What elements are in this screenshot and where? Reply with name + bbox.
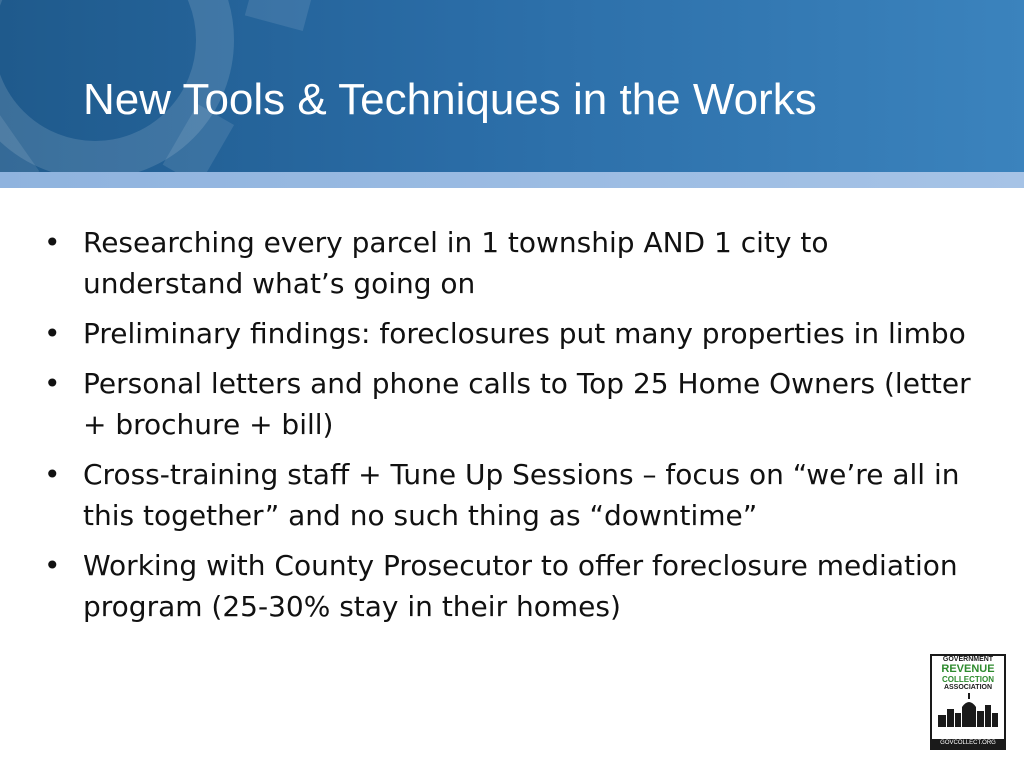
logo-line-association: ASSOCIATION <box>943 684 993 691</box>
bullet-text: Cross-training staff + Tune Up Sessions – focus on “we’re all in this together” and no such thing as “downtime” <box>83 458 960 532</box>
bullet-marker: • <box>44 458 61 491</box>
slide-title: New Tools & Techniques in the Works <box>83 75 817 124</box>
logo-line-government: GOVERNMENT <box>942 656 994 663</box>
list-item <box>44 313 980 354</box>
bullet-marker: • <box>44 317 61 350</box>
bullet-marker: • <box>44 226 61 259</box>
capitol-skyline-icon <box>938 693 998 727</box>
list-item <box>44 545 980 627</box>
bullet-marker: • <box>44 367 61 400</box>
bullet-text: Working with County Prosecutor to offer foreclosure mediation program (25-30% stay in their homes) <box>83 549 958 623</box>
bullet-text: Researching every parcel in 1 township AND 1 city to understand what’s going on <box>83 226 829 300</box>
logo-line-collection: COLLECTION <box>942 675 994 684</box>
list-item <box>44 363 980 445</box>
bullet-marker: • <box>44 549 61 582</box>
bullet-text: Preliminary findings: foreclosures put many properties in limbo <box>83 317 966 350</box>
list-item <box>44 454 980 536</box>
header-divider <box>0 172 1024 188</box>
slide-header <box>0 0 1024 172</box>
bullet-list <box>44 222 980 636</box>
list-item <box>44 222 980 304</box>
logo-line-revenue: REVENUE <box>941 663 995 675</box>
bullet-text: Personal letters and phone calls to Top 25 Home Owners (letter + brochure + bill) <box>83 367 971 441</box>
logo-url: GOVCOLLECT.ORG <box>932 739 1004 748</box>
grca-logo <box>930 654 1006 750</box>
